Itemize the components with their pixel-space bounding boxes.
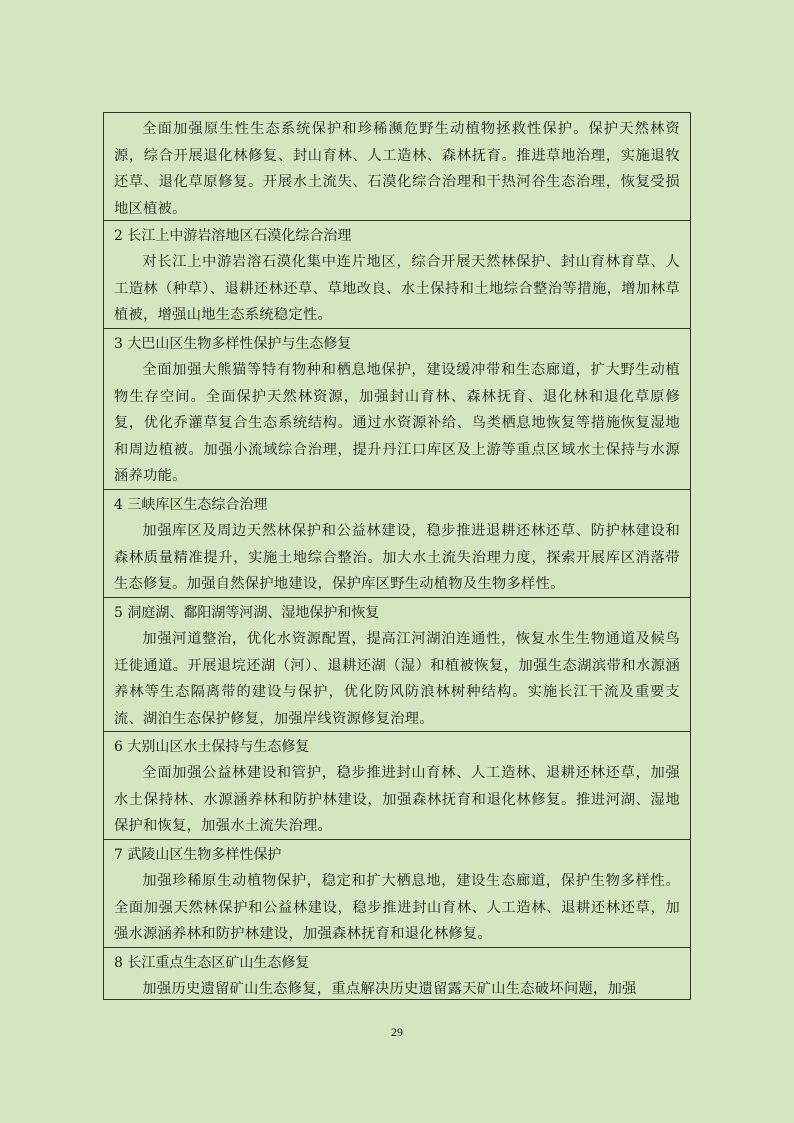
page-number: 29 [391,1025,403,1039]
section-title: 4 三峡库区生态综合治理 [114,497,268,513]
section-body: 全面加强大熊猫等特有物种和栖息地保护，建设缓冲带和生态廊道，扩大野生动植物生存空间。全面保护天然林资源，加强封山育林、森林抚育、退化林和退化草原修复，优化乔灌草复合生态系统结构。通过水资源补给、鸟类栖息地恢复等措施恢复湿地和周边植被。加强小流域综合治理，提升丹江口库区及上游等重点区域水土保持与水源涵养功能。 [114,362,680,484]
section-6 [104,732,690,840]
section-title: 2 长江上中游岩溶地区石漠化综合治理 [114,228,352,244]
section-body: 加强珍稀原生动植物保护，稳定和扩大栖息地，建设生态廊道，保护生物多样性。全面加强天然林保护和公益林建设，稳步推进封山育林、人工造林、退耕还林还草，加强水源涵养林和防护林建设，加强森林抚育和退化林修复。 [114,873,680,942]
section-body: 全面加强公益林建设和管护，稳步推进封山育林、人工造林、退耕还林还草，加强水土保持林、水源涵养林和防护林建设，加强森林抚育和退化林修复。推进河湖、湿地保护和恢复，加强水土流失治理。 [114,765,680,834]
section-1-continued [104,113,690,221]
section-title: 3 大巴山区生物多样性保护与生态修复 [114,336,352,352]
content-table [103,112,691,1000]
section-body: 加强河道整治，优化水资源配置，提高江河湖泊连通性，恢复水生生物通道及候鸟迁徙通道。开展退垸还湖（河）、退耕还湖（湿）和植被恢复，加强生态湖滨带和水源涵养林等生态隔离带的建设与保护，优化防风防浪林树种结构。实施长江干流及重要支流、湖泊生态保护修复，加强岸线资源修复治理。 [114,631,680,727]
section-7 [104,840,690,948]
section-body: 加强库区及周边天然林保护和公益林建设，稳步推进退耕还林还草、防护林建设和森林质量精准提升，实施土地综合整治。加大水土流失治理力度，探索开展库区消落带生态修复。加强自然保护地建设，保护库区野生动植物及生物多样性。 [114,523,680,592]
section-2 [104,221,690,329]
section-4 [104,490,690,598]
section-3 [104,329,690,490]
section-title: 6 大别山区水土保持与生态修复 [114,739,310,755]
section-body: 加强历史遗留矿山生态修复，重点解决历史遗留露天矿山生态破坏问题，加强 [142,981,637,997]
section-body: 对长江上中游岩溶石漠化集中连片地区，综合开展天然林保护、封山育林育草、人工造林（种草）、退耕还林还草、草地改良、水土保持和土地综合整治等措施，增加林草植被，增强山地生态系统稳定性。 [114,254,680,323]
section-title: 7 武陵山区生物多样性保护 [114,847,282,863]
section-8 [104,948,690,999]
section-body: 全面加强原生性生态系统保护和珍稀濒危野生动植物拯救性保护。保护天然林资源，综合开展退化林修复、封山育林、人工造林、森林抚育。推进草地治理，实施退牧还草、退化草原修复。开展水土流失、石漠化综合治理和干热河谷生态治理，恢复受损地区植被。 [114,121,680,217]
section-5 [104,598,690,732]
section-title: 8 长江重点生态区矿山生态修复 [114,955,310,971]
section-title: 5 洞庭湖、鄱阳湖等河湖、湿地保护和恢复 [114,605,380,621]
